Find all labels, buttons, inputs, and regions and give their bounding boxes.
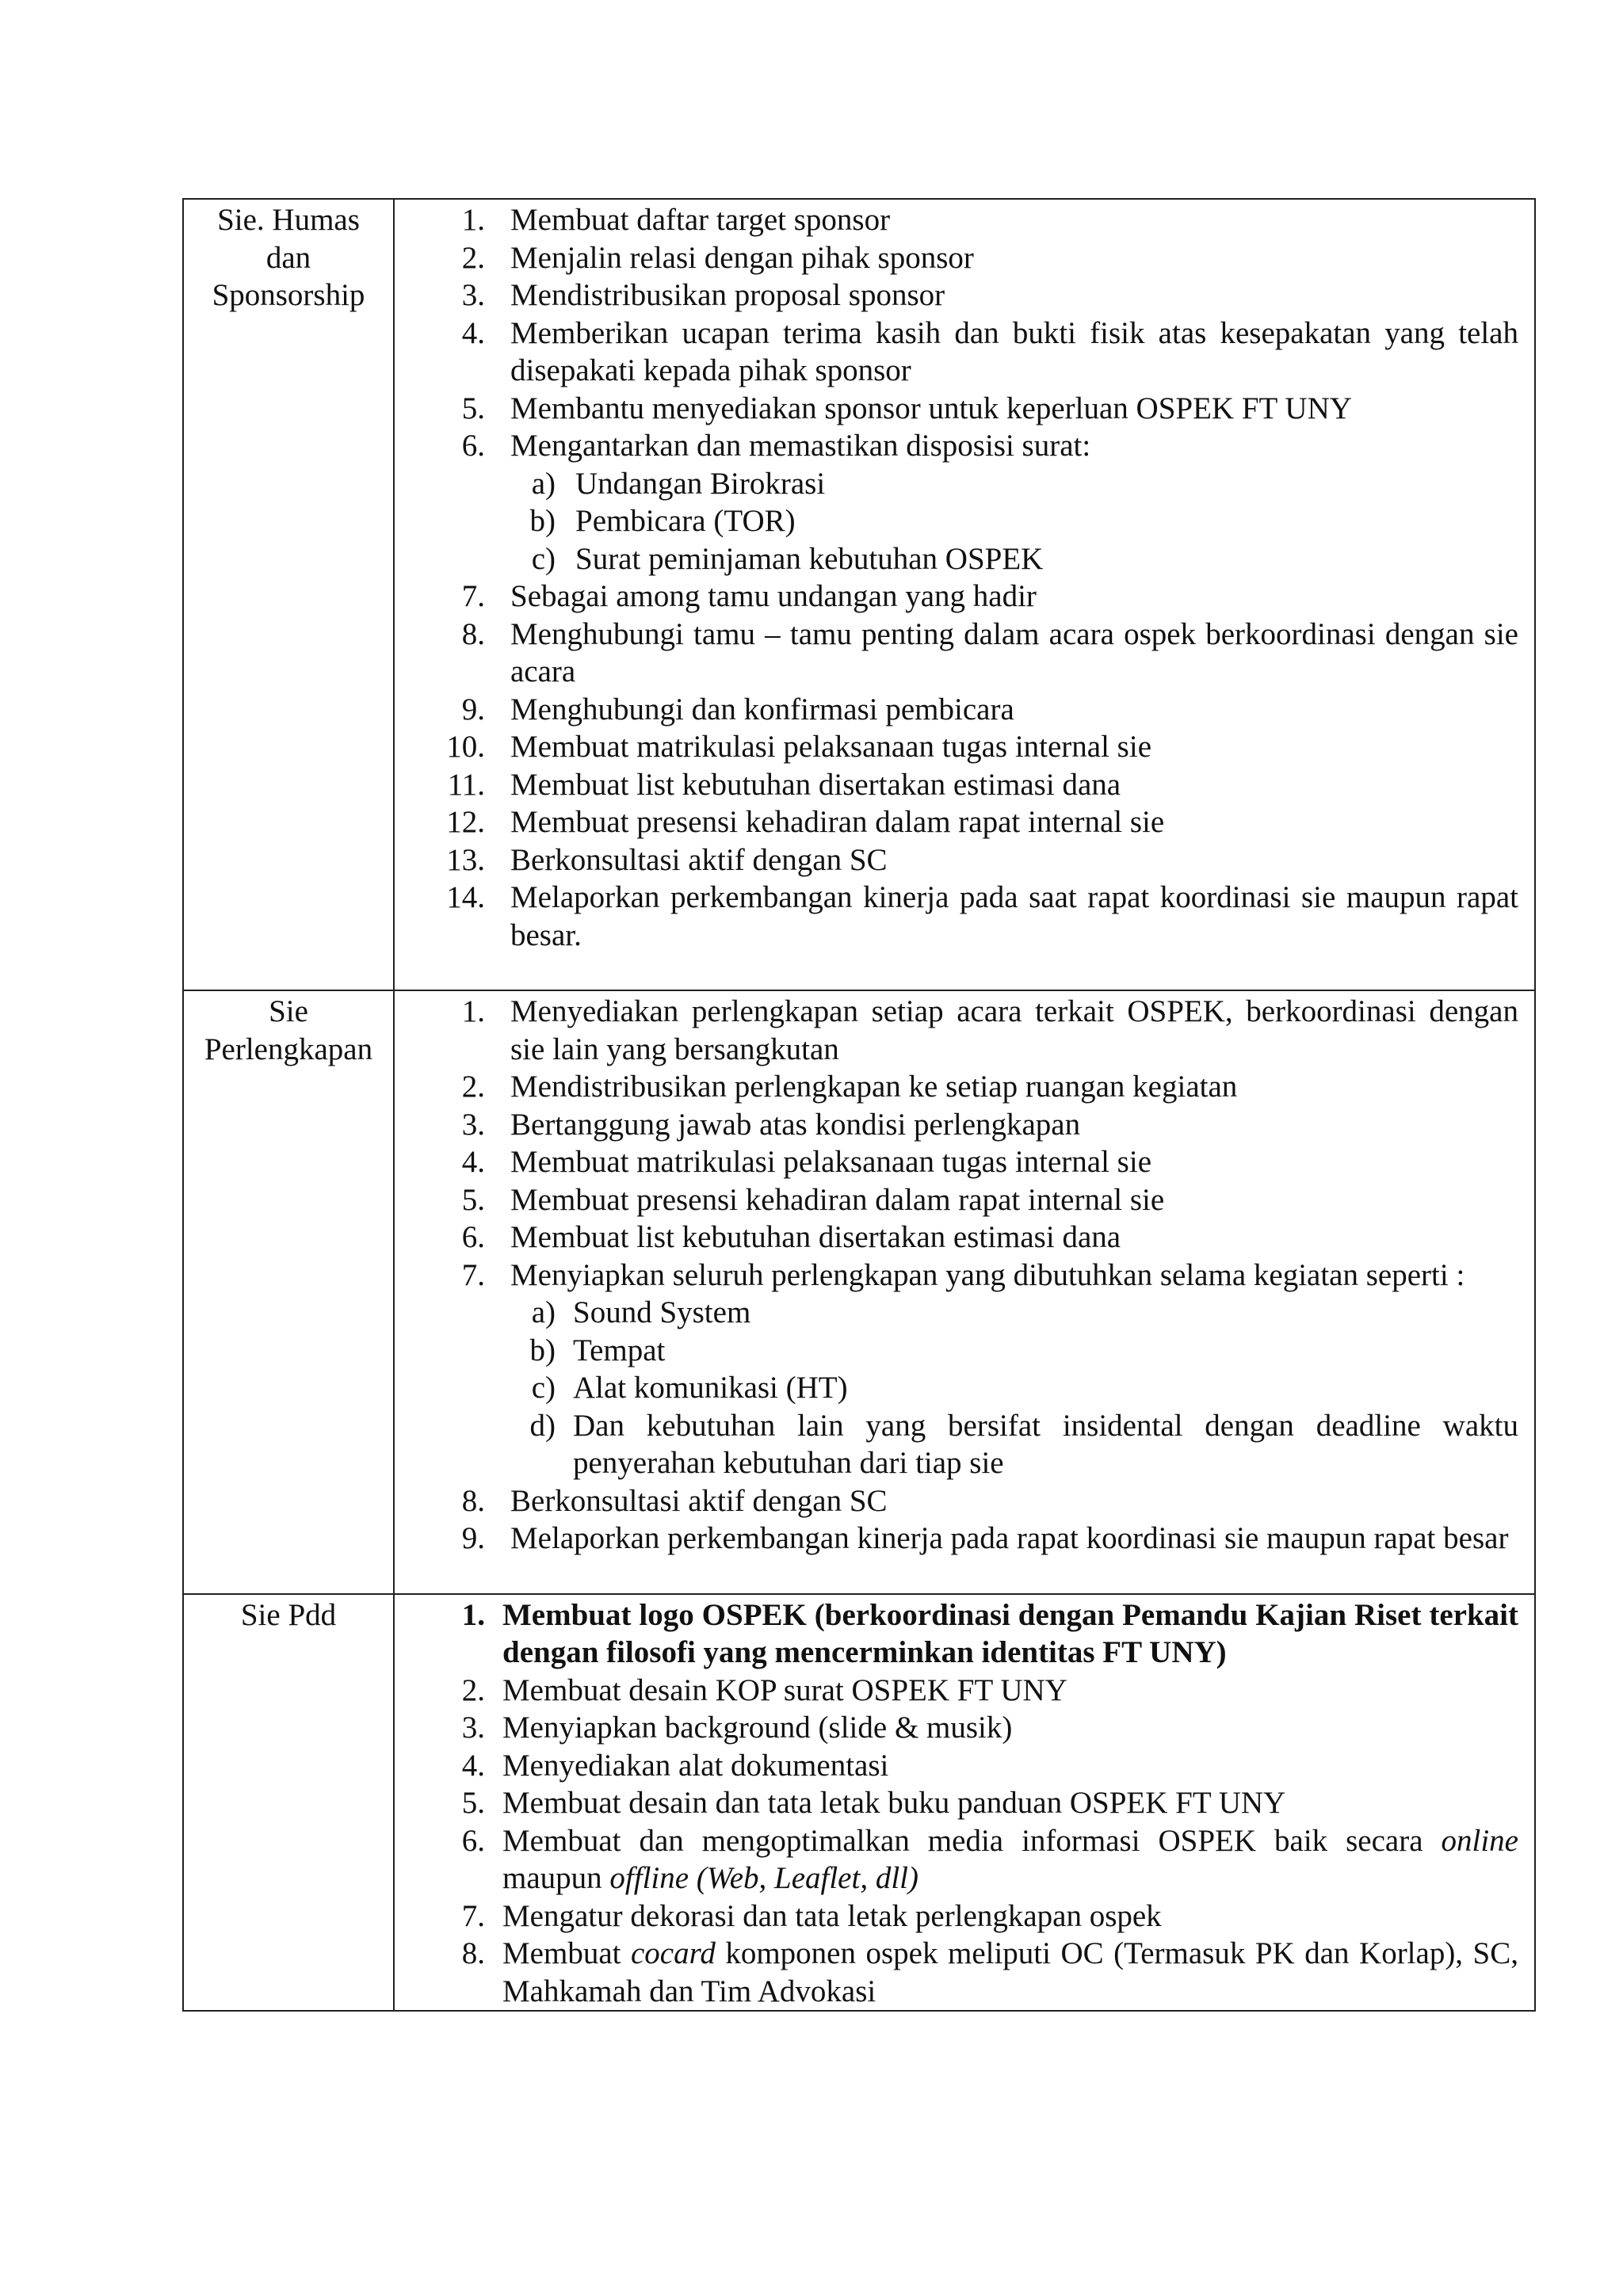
item-text: Membantu menyediakan sponsor untuk keperluan OSPEK FT UNY [510,391,1352,425]
item-number: 8. [461,616,485,651]
item-number: 8. [461,1483,485,1518]
table-row [183,199,1535,990]
list-item [395,1596,1518,1672]
item-text: Menyediakan alat dokumentasi [502,1748,889,1783]
item-number: 11. [447,767,485,802]
section-name-line: Perlengkapan [204,1032,373,1066]
item-number: 3. [461,278,485,312]
item-number: 6. [461,1220,485,1254]
sub-item-letter: a) [531,466,556,501]
list-item [395,1143,1518,1181]
section-name-line: dan [265,240,311,275]
list-item [395,691,1518,729]
section-name-line: Sie [269,994,308,1028]
list-item [395,766,1518,804]
section-name-cell [183,1594,394,2012]
list-item [395,239,1518,277]
item-number: 5. [461,1786,485,1820]
item-number: 4. [461,315,485,350]
item-number: 1. [461,1597,485,1632]
list-item [395,315,1518,390]
list-item [395,201,1518,239]
item-number: 1. [461,994,485,1028]
item-text: Menyediakan perlengkapan setiap acara terkait OSPEK, berkoordinasi dengan sie lain yang bersangkutan [510,994,1518,1066]
list-item [395,841,1518,879]
item-number: 7. [461,1898,485,1933]
item-text: Berkonsultasi aktif dengan SC [510,1483,888,1518]
item-number: 6. [461,1823,485,1858]
list-item [395,1935,1518,2010]
sub-list-item [395,1332,1518,1370]
list-item [395,390,1518,428]
list-item [395,1747,1518,1785]
sub-list-item [395,465,1518,503]
list-item [395,728,1518,766]
item-text: Membuat desain KOP surat OSPEK FT UNY [502,1672,1067,1707]
item-number: 14. [446,880,485,914]
sub-item-text: Undangan Birokrasi [575,466,826,501]
list-item [395,879,1518,954]
item-number: 5. [461,1182,485,1217]
item-text: Mengantarkan dan memastikan disposisi surat: [510,429,1091,463]
item-number: 12. [446,805,485,839]
item-text-part: cocard [630,1936,716,1970]
item-number: 7. [461,579,485,613]
item-text-part: maupun [502,1861,610,1895]
item-text: Membuat desain dan tata letak buku panduan OSPEK FT UNY [502,1786,1286,1820]
item-number: 5. [461,391,485,425]
sub-item-letter: c) [531,1371,556,1405]
section-name [184,200,393,315]
sub-item-letter: b) [529,1333,556,1367]
item-number: 6. [461,429,485,463]
item-number: 7. [461,1257,485,1292]
item-text: Mengatur dekorasi dan tata letak perlengkapan ospek [502,1898,1162,1933]
item-number: 10. [446,730,485,764]
item-text-part: online [1441,1823,1518,1858]
section-name [184,991,393,1068]
item-text-part: offline (Web, Leaflet, dll) [609,1861,918,1895]
job-description-table [182,198,1536,2012]
sub-list-item [395,502,1518,540]
section-name [184,1595,393,1634]
section-items-cell [394,1594,1535,2012]
item-text: Membuat presensi kehadiran dalam rapat internal sie [510,1182,1165,1217]
list-item [395,993,1518,1068]
item-text: Membuat presensi kehadiran dalam rapat internal sie [510,805,1165,839]
item-text: Membuat logo OSPEK (berkoordinasi dengan Pemandu Kajian Riset terkait dengan filosofi yang mencerminkan identitas FT UNY) [502,1597,1518,1669]
section-name-cell [183,990,394,1594]
list-item [395,1106,1518,1144]
list-item [395,1520,1518,1558]
item-text: Menyiapkan background (slide & musik) [502,1711,1013,1745]
section-items-cell [394,199,1535,990]
item-text: Melaporkan perkembangan kinerja pada saat rapat koordinasi sie maupun rapat besar. [510,880,1518,952]
task-list [395,1595,1534,2011]
item-text: Menjalin relasi dengan pihak sponsor [510,240,974,275]
item-number: 13. [446,842,485,877]
item-number: 2. [461,1070,485,1104]
list-item [395,803,1518,841]
section-name-line: Sponsorship [212,278,365,312]
item-text-part: komponen ospek meliputi OC (Termasuk PK dan Korlap), SC, Mahkamah dan Tim Advokasi [502,1936,1519,2008]
list-item [395,578,1518,616]
list-item [395,1181,1518,1219]
sub-item-text: Dan kebutuhan lain yang bersifat insidental dengan deadline waktu penyerahan kebutuhan dari tiap sie [573,1408,1518,1480]
list-item [395,1482,1518,1520]
item-number: 3. [461,1107,485,1142]
list-item [395,1822,1518,1897]
sub-item-text: Alat komunikasi (HT) [573,1371,848,1405]
list-item [395,1219,1518,1257]
sub-item-text: Pembicara (TOR) [575,504,796,538]
sub-item-letter: c) [531,541,556,576]
section-name-cell [183,199,394,990]
sub-item-letter: d) [529,1408,556,1443]
item-text-part: Membuat dan mengoptimalkan media informasi OSPEK baik secara [502,1823,1442,1858]
sub-list-item [395,540,1518,578]
list-item [395,1709,1518,1747]
item-text-part: Membuat [502,1936,631,1970]
section-items-cell [394,990,1535,1594]
item-text: Membuat daftar target sponsor [510,203,891,237]
item-text: Berkonsultasi aktif dengan SC [510,842,888,877]
item-number: 1. [461,203,485,237]
item-text: Membuat matrikulasi pelaksanaan tugas internal sie [510,730,1152,764]
item-number: 2. [461,1672,485,1707]
table-row [183,990,1535,1594]
item-text: Membuat list kebutuhan disertakan estimasi dana [510,1220,1121,1254]
item-number: 4. [461,1145,485,1179]
item-text [502,1822,1518,1897]
list-item [395,1897,1518,1936]
item-text: Menghubungi dan konfirmasi pembicara [510,692,1014,727]
item-text [502,1935,1518,2010]
item-text: Memberikan ucapan terima kasih dan bukti fisik atas kesepakatan yang telah disepakati kepada pihak sponsor [510,315,1518,387]
sub-item-text: Surat peminjaman kebutuhan OSPEK [575,541,1044,576]
sub-list-item [395,1407,1518,1482]
section-name-line: Sie Pdd [240,1597,337,1632]
item-number: 2. [461,240,485,275]
item-text: Menghubungi tamu – tamu penting dalam acara ospek berkoordinasi dengan sie acara [510,616,1518,688]
sub-item-text: Sound System [573,1295,751,1329]
item-number: 4. [461,1748,485,1783]
list-item [395,616,1518,691]
sub-list-item [395,1294,1518,1332]
item-text: Mendistribusikan proposal sponsor [510,278,945,312]
item-text: Bertanggung jawab atas kondisi perlengkapan [510,1107,1081,1142]
item-number: 9. [461,692,485,727]
list-item [395,277,1518,315]
item-text: Menyiapkan seluruh perlengkapan yang dibutuhkan selama kegiatan seperti : [510,1257,1465,1292]
list-item [395,1068,1518,1106]
item-text: Melaporkan perkembangan kinerja pada rapat koordinasi sie maupun rapat besar [510,1521,1509,1555]
sub-item-letter: a) [531,1295,556,1329]
item-text: Membuat matrikulasi pelaksanaan tugas internal sie [510,1145,1152,1179]
item-text: Mendistribusikan perlengkapan ke setiap ruangan kegiatan [510,1070,1238,1104]
table-row [183,1594,1535,2012]
list-item [395,1784,1518,1822]
item-number: 3. [461,1711,485,1745]
item-number: 8. [461,1936,485,1970]
list-item [395,1257,1518,1295]
item-number: 9. [461,1521,485,1555]
task-list [395,991,1534,1558]
sub-item-letter: b) [529,504,556,538]
list-item [395,427,1518,465]
task-list [395,200,1534,954]
item-text: Sebagai among tamu undangan yang hadir [510,579,1037,613]
section-name-line: Sie. Humas [217,203,360,237]
sub-item-text: Tempat [573,1333,666,1367]
list-item [395,1672,1518,1710]
sub-list-item [395,1369,1518,1407]
item-text: Membuat list kebutuhan disertakan estimasi dana [510,767,1121,802]
